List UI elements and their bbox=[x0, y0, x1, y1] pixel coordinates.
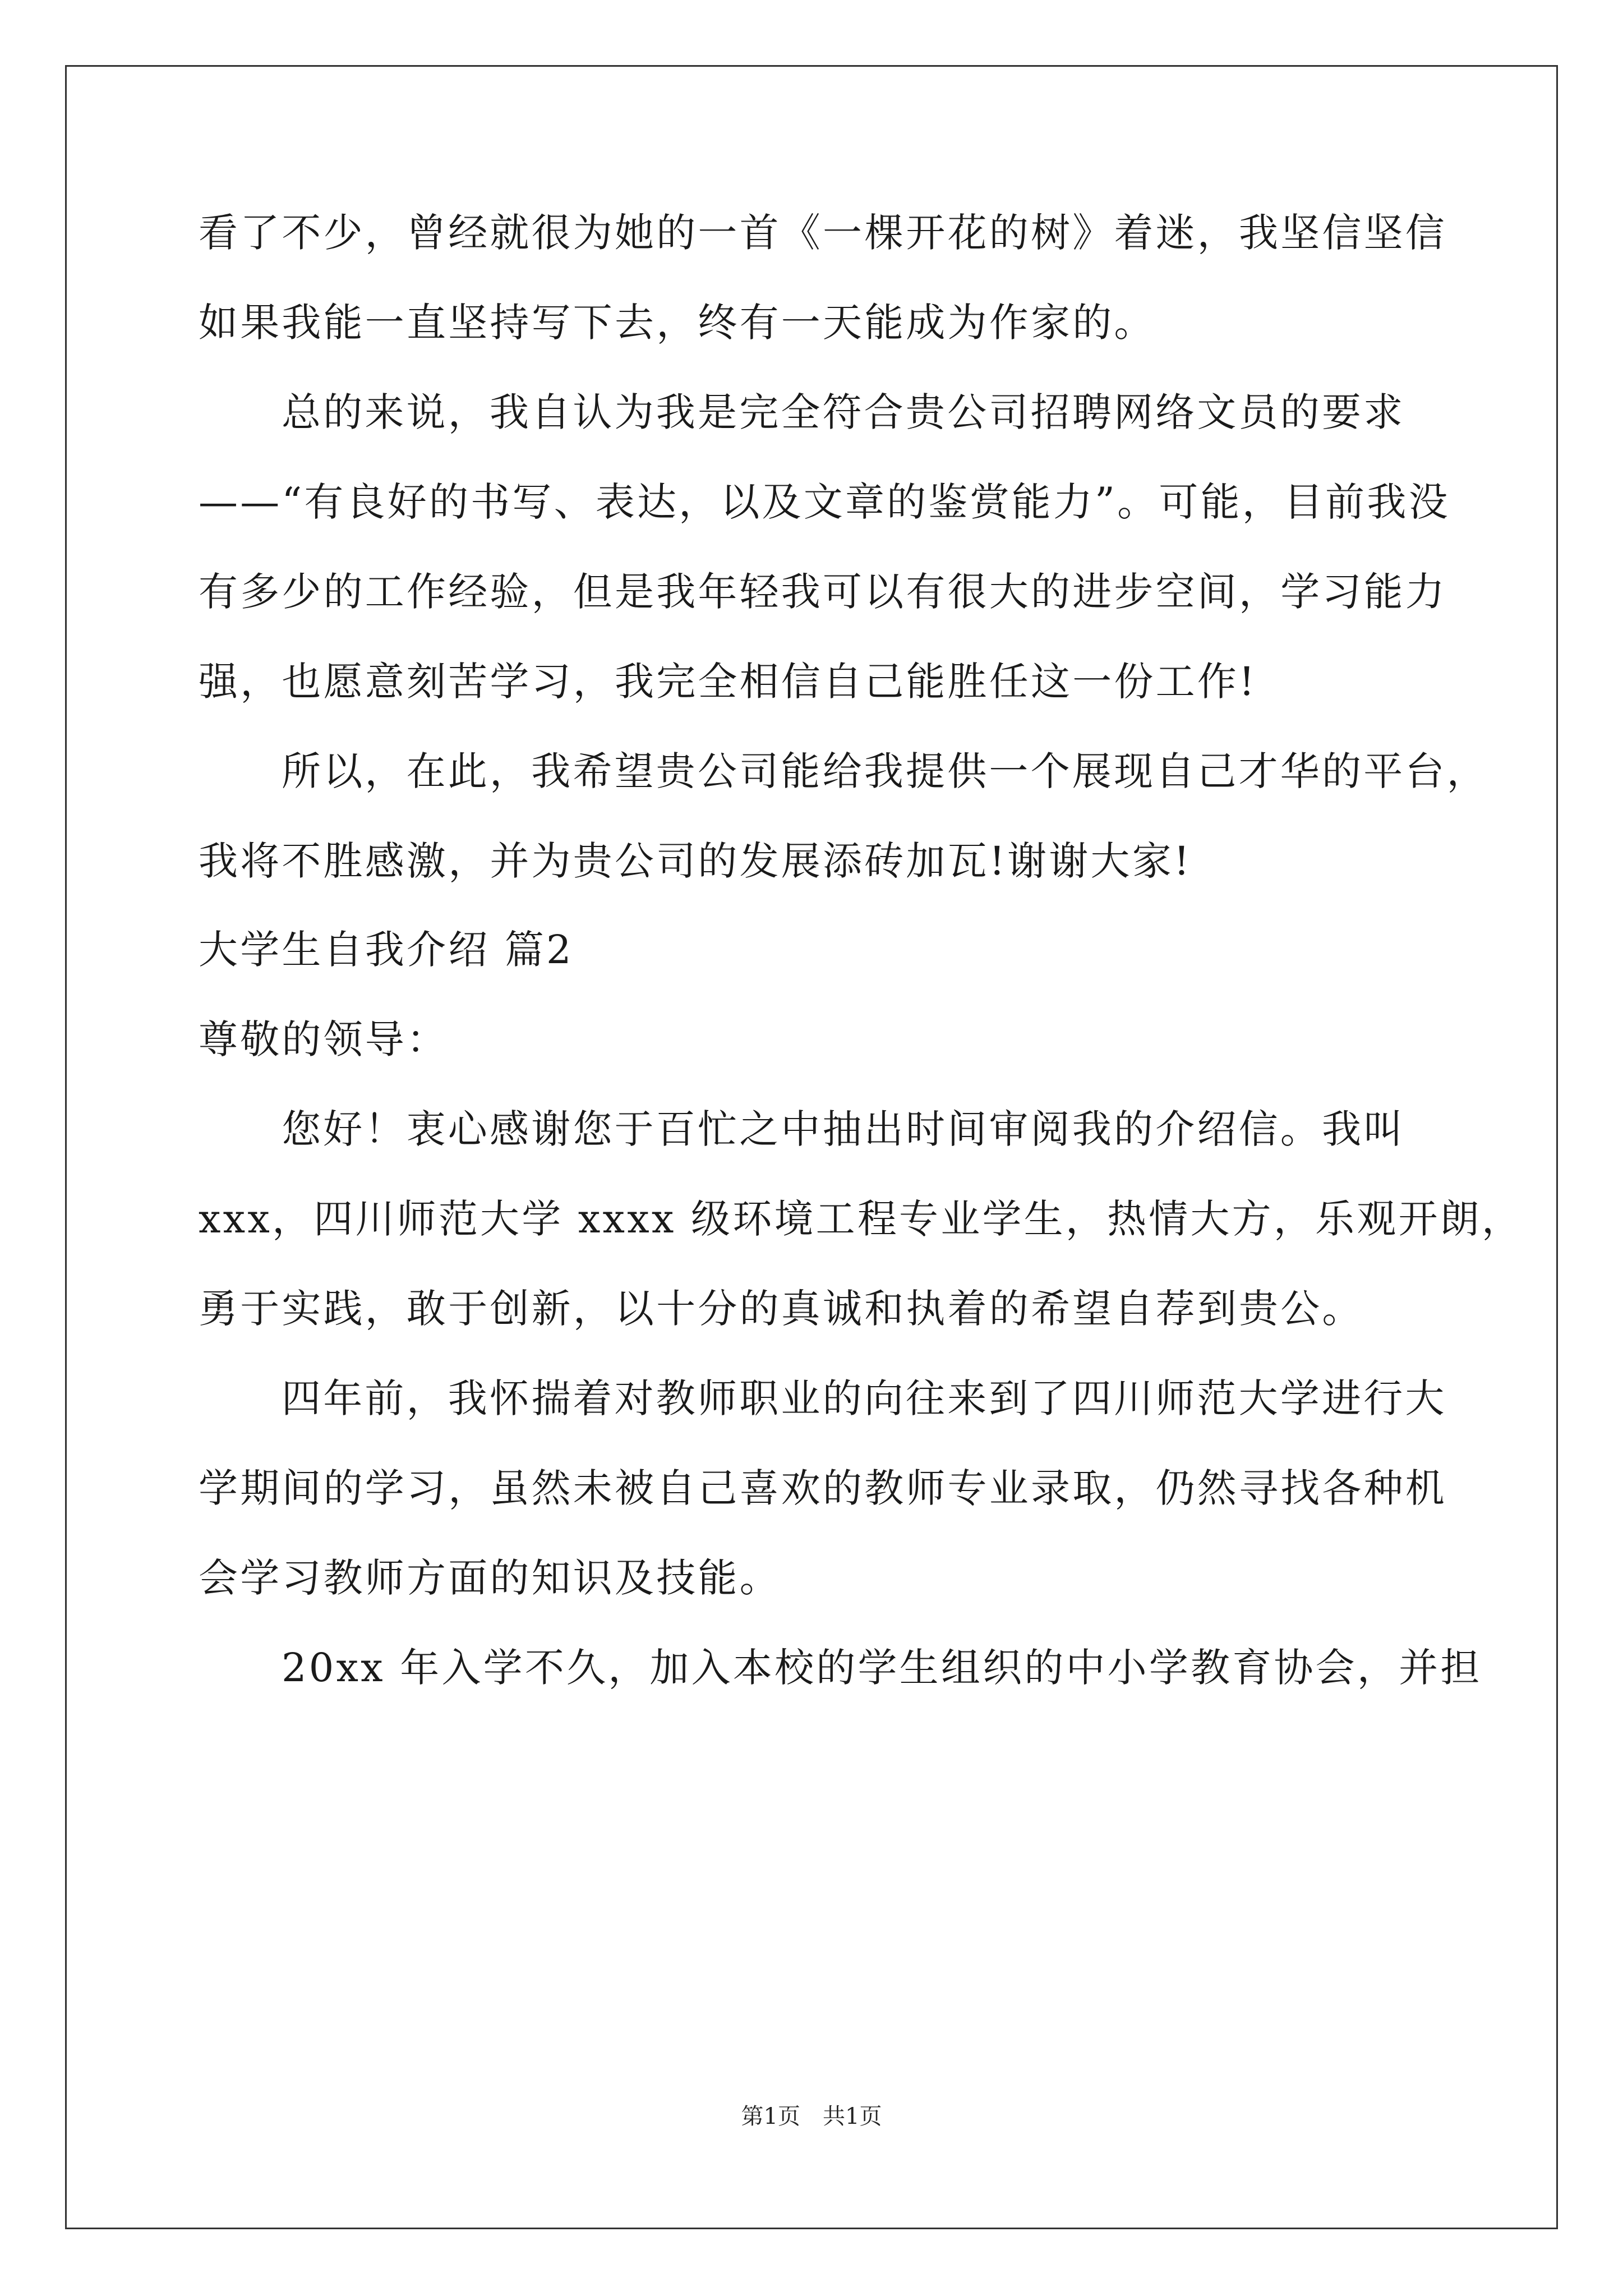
text-line: 看了不少，曾经就很为她的一首《一棵开花的树》着迷，我坚信坚信 bbox=[199, 210, 1447, 256]
text-line: 所以，在此，我希望贵公司能给我提供一个展现自己才华的平台， bbox=[282, 748, 1488, 794]
salutation: 尊敬的领导： bbox=[199, 1016, 449, 1062]
section-heading: 大学生自我介绍 篇2 bbox=[199, 927, 574, 973]
page-footer: 第1页 共1页 bbox=[741, 2104, 882, 2129]
text-line: 20xx 年入学不久，加入本校的学生组织的中小学教育协会，并担 bbox=[282, 1645, 1482, 1691]
text-line: ——“有良好的书写、表达，以及文章的鉴赏能力”。可能，目前我没 bbox=[199, 479, 1450, 525]
text-line: 您好！衷心感谢您于百忙之中抽出时间审阅我的介绍信。我叫 bbox=[282, 1106, 1405, 1152]
text-line: 会学习教师方面的知识及技能。 bbox=[199, 1555, 781, 1601]
text-line: 四年前，我怀揣着对教师职业的向往来到了四川师范大学进行大 bbox=[282, 1375, 1447, 1421]
text-line: 总的来说，我自认为我是完全符合贵公司招聘网络文员的要求 bbox=[282, 389, 1405, 435]
text-line: 有多少的工作经验，但是我年轻我可以有很大的进步空间，学习能力 bbox=[199, 569, 1447, 615]
text-line: xxx，四川师范大学 xxxx 级环境工程专业学生，热情大方，乐观开朗， bbox=[199, 1196, 1524, 1242]
text-line: 勇于实践，敢于创新，以十分的真诚和执着的希望自荐到贵公。 bbox=[199, 1286, 1364, 1332]
text-line: 学期间的学习，虽然未被自己喜欢的教师专业录取，仍然寻找各种机 bbox=[199, 1465, 1447, 1511]
text-line: 如果我能一直坚持写下去，终有一天能成为作家的。 bbox=[199, 300, 1156, 346]
text-line: 我将不胜感激，并为贵公司的发展添砖加瓦!谢谢大家! bbox=[199, 838, 1192, 884]
text-line: 强，也愿意刻苦学习，我完全相信自己能胜任这一份工作! bbox=[199, 659, 1257, 705]
